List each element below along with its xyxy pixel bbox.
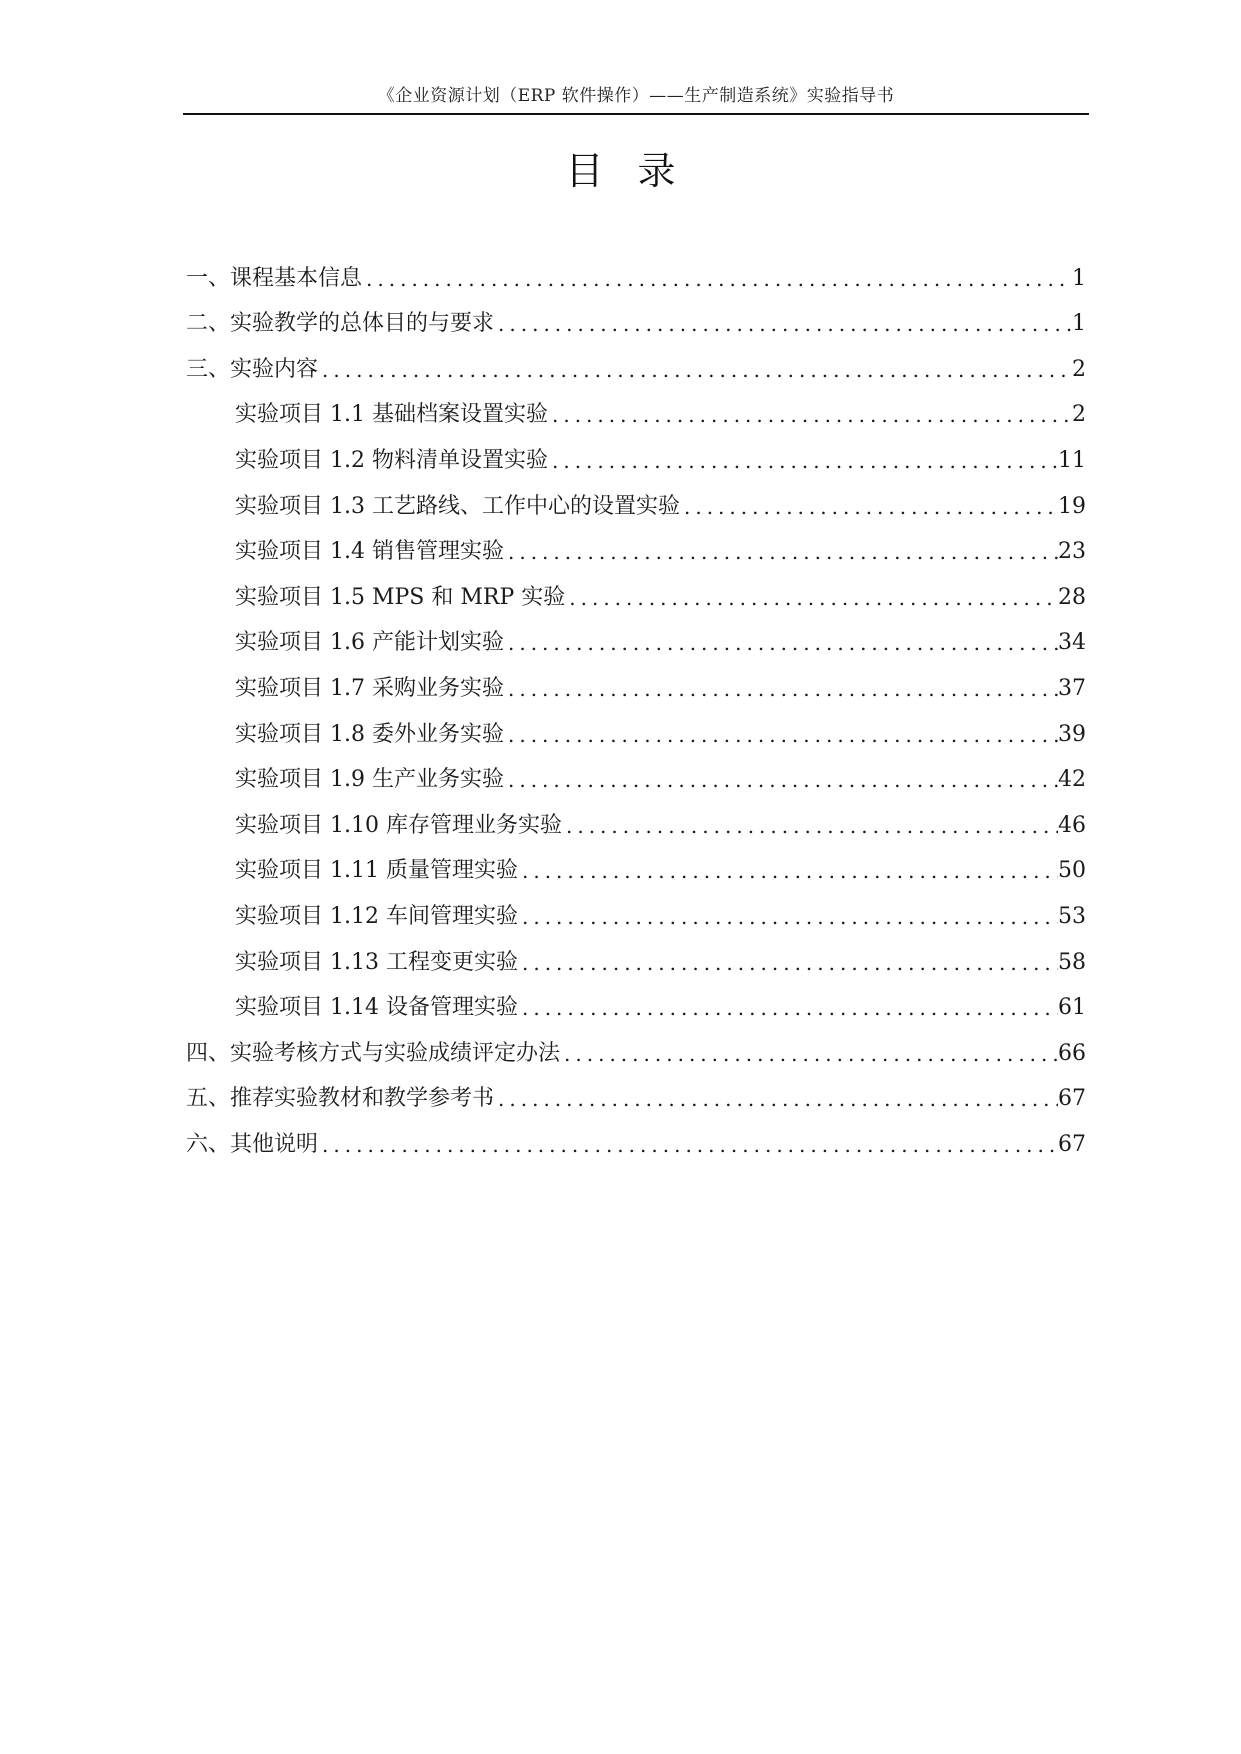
- toc-dot-leader: [548, 400, 1072, 430]
- toc-entry-text: 实验项目 1.6 产能计划实验: [235, 630, 504, 656]
- toc-entry-content[interactable]: [186, 339, 1086, 385]
- toc-dot-leader: [518, 902, 1058, 932]
- toc-entry-goals[interactable]: [186, 294, 1086, 340]
- toc-entry-project-1-3[interactable]: [186, 476, 1086, 522]
- toc-page-number: 67: [1058, 1086, 1086, 1112]
- toc-entry-project-1-14[interactable]: [186, 978, 1086, 1024]
- toc-dot-leader: [318, 355, 1072, 385]
- toc-entry-text: 实验项目 1.1 基础档案设置实验: [235, 402, 548, 428]
- toc-page-number: 11: [1058, 447, 1086, 473]
- toc-dot-leader: [560, 1039, 1058, 1069]
- toc-entry-text: 实验项目 1.13 工程变更实验: [235, 949, 518, 975]
- toc-page-number: 1: [1072, 311, 1086, 337]
- toc-page-number: 23: [1058, 539, 1086, 565]
- toc-dot-leader: [680, 492, 1058, 522]
- toc-page-number: 46: [1058, 812, 1086, 838]
- toc-page-number: 50: [1058, 858, 1086, 884]
- toc-dot-leader: [518, 856, 1058, 886]
- toc-entry-text: 实验项目 1.12 车间管理实验: [235, 903, 518, 929]
- toc-dot-leader: [518, 993, 1058, 1023]
- toc-entry-text: 实验项目 1.11 质量管理实验: [235, 858, 518, 884]
- toc-entry-text: 实验项目 1.7 采购业务实验: [235, 675, 504, 701]
- toc-dot-leader: [504, 720, 1058, 750]
- toc-page-number: 58: [1058, 949, 1086, 975]
- toc-dot-leader: [504, 628, 1058, 658]
- toc-entry-text: 实验项目 1.9 生产业务实验: [235, 767, 504, 793]
- toc-entry-project-1-4[interactable]: [186, 522, 1086, 568]
- toc-entry-project-1-7[interactable]: [186, 658, 1086, 704]
- toc-page-number: 66: [1058, 1040, 1086, 1066]
- toc-entry-project-1-8[interactable]: [186, 704, 1086, 750]
- toc-entry-project-1-6[interactable]: [186, 613, 1086, 659]
- toc-dot-leader: [494, 309, 1072, 339]
- toc-entry-text: 实验项目 1.8 委外业务实验: [235, 721, 504, 747]
- toc-title: 目录: [565, 149, 710, 193]
- toc-entry-text: 实验项目 1.5 MPS 和 MRP 实验: [235, 584, 566, 610]
- toc-entry-project-1-10[interactable]: [186, 795, 1086, 841]
- toc-entry-text: 实验项目 1.3 工艺路线、工作中心的设置实验: [235, 493, 680, 519]
- toc-page-number: 67: [1058, 1131, 1086, 1157]
- toc-entry-assessment[interactable]: [186, 1023, 1086, 1069]
- toc-entry-text: 五、推荐实验教材和教学参考书: [186, 1086, 495, 1112]
- toc-dot-leader: [548, 446, 1058, 476]
- toc-entry-other-notes[interactable]: [186, 1114, 1086, 1160]
- running-header: 《企业资源计划（ERP 软件操作）——生产制造系统》实验指导书: [377, 86, 895, 106]
- toc-dot-leader: [504, 537, 1058, 567]
- toc-dot-leader: [494, 1084, 1058, 1114]
- toc-entry-textbooks[interactable]: [186, 1069, 1086, 1115]
- toc-page-number: 1: [1072, 265, 1086, 291]
- toc-dot-leader: [518, 948, 1058, 978]
- toc-entry-course-info[interactable]: [186, 248, 1086, 294]
- toc-entry-text: 实验项目 1.10 库存管理业务实验: [235, 812, 562, 838]
- toc-entry-project-1-12[interactable]: [186, 886, 1086, 932]
- toc-entry-text: 四、实验考核方式与实验成绩评定办法: [186, 1040, 561, 1066]
- toc-dot-leader: [362, 264, 1072, 294]
- toc-entry-text: 实验项目 1.14 设备管理实验: [235, 995, 518, 1021]
- toc-entry-project-1-2[interactable]: [186, 430, 1086, 476]
- toc-entry-project-1-1[interactable]: [186, 385, 1086, 431]
- toc-entry-text: 实验项目 1.4 销售管理实验: [235, 539, 504, 565]
- toc-dot-leader: [565, 583, 1058, 613]
- toc-entry-project-1-5[interactable]: [186, 567, 1086, 613]
- toc-dot-leader: [504, 674, 1058, 704]
- table-of-contents: [186, 248, 1086, 1160]
- toc-page-number: 2: [1072, 402, 1086, 428]
- toc-page-number: 28: [1058, 584, 1086, 610]
- toc-entry-project-1-13[interactable]: [186, 932, 1086, 978]
- header-divider: [183, 113, 1089, 115]
- toc-entry-project-1-11[interactable]: [186, 841, 1086, 887]
- toc-page-number: 61: [1058, 995, 1086, 1021]
- toc-page-number: 2: [1072, 356, 1086, 382]
- toc-page-number: 34: [1058, 630, 1086, 656]
- toc-page-number: 53: [1058, 903, 1086, 929]
- toc-entry-text: 二、实验教学的总体目的与要求: [186, 311, 495, 337]
- toc-page-number: 39: [1058, 721, 1086, 747]
- toc-entry-text: 三、实验内容: [186, 356, 319, 382]
- toc-dot-leader: [318, 1130, 1058, 1160]
- toc-page-number: 37: [1058, 675, 1086, 701]
- toc-entry-text: 一、课程基本信息: [186, 265, 363, 291]
- toc-dot-leader: [562, 811, 1058, 841]
- toc-page-number: 19: [1058, 493, 1086, 519]
- toc-dot-leader: [504, 765, 1058, 795]
- toc-entry-text: 六、其他说明: [186, 1131, 319, 1157]
- toc-page-number: 42: [1058, 767, 1086, 793]
- toc-entry-text: 实验项目 1.2 物料清单设置实验: [235, 447, 548, 473]
- toc-entry-project-1-9[interactable]: [186, 750, 1086, 796]
